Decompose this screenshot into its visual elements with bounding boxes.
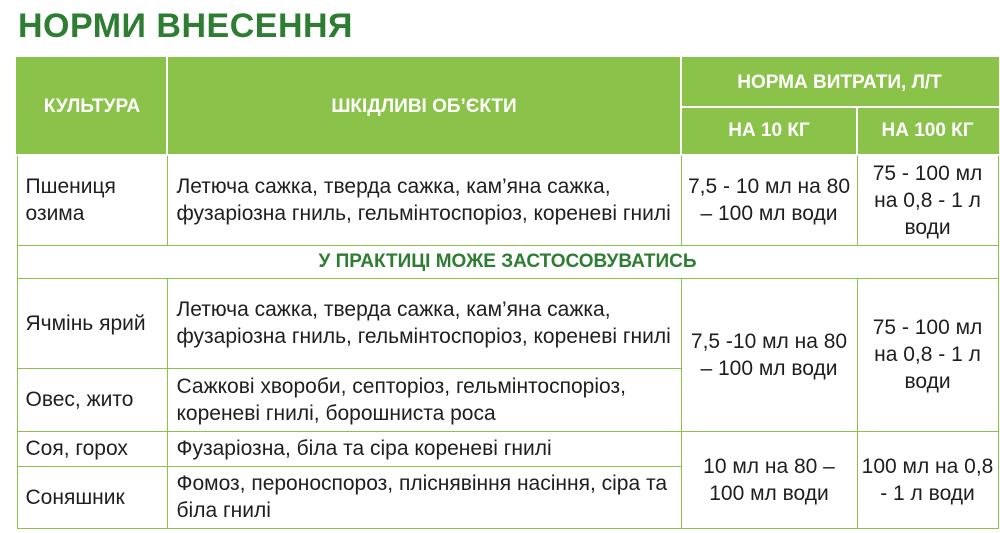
rate-per-100kg: 100 мл на 0,8 - 1 л води	[857, 431, 998, 528]
rate-per-10kg: 7,5 -10 мл на 80 – 100 мл води	[681, 278, 857, 431]
rate-per-10kg: 10 мл на 80 – 100 мл води	[681, 431, 857, 528]
header-crop: КУЛЬТУРА	[17, 58, 167, 155]
practice-label: У ПРАКТИЦІ МОЖЕ ЗАСТОСОВУВАТИСЬ	[17, 245, 998, 278]
header-pests: ШКІДЛИВІ ОБ’ЄКТИ	[167, 58, 681, 155]
practice-row	[17, 245, 998, 278]
pests-cell: Фомоз, пероноспороз, пліснявіння насіння, сіра та біла гнилі	[167, 466, 681, 528]
header-per-100kg: НА 100 КГ	[857, 107, 998, 155]
pests-cell: Фузаріозна, біла та сіра кореневі гнилі	[167, 431, 681, 466]
crop-cell: Овес, жито	[17, 368, 167, 431]
pests-cell: Летюча сажка, тверда сажка, кам’яна сажка, фузаріозна гниль, гельмінтоспоріоз, кореневі гнилі	[167, 155, 681, 245]
table-row	[17, 155, 998, 245]
header-norm: НОРМА ВИТРАТИ, Л/Т	[681, 58, 998, 107]
header-row	[17, 58, 998, 107]
table-row	[17, 278, 998, 368]
rate-per-10kg: 7,5 - 10 мл на 80 – 100 мл води	[681, 155, 857, 245]
crop-cell: Пшениця озима	[17, 155, 167, 245]
pests-cell: Сажкові хвороби, септоріоз, гельмінтоспоріоз, кореневі гнилі, борошниста роса	[167, 368, 681, 431]
rate-per-100kg: 75 - 100 мл на 0,8 - 1 л води	[857, 155, 998, 245]
crop-cell: Соя, горох	[17, 431, 167, 466]
application-rates-table	[16, 57, 999, 529]
crop-cell: Соняшник	[17, 466, 167, 528]
table-row	[17, 431, 998, 466]
header-per-10kg: НА 10 КГ	[681, 107, 857, 155]
page-title: НОРМИ ВНЕСЕННЯ	[18, 7, 353, 45]
rate-per-100kg: 75 - 100 мл на 0,8 - 1 л води	[857, 278, 998, 431]
pests-cell: Летюча сажка, тверда сажка, кам’яна сажка, фузаріозна гниль, гельмінтоспоріоз, кореневі гнилі	[167, 278, 681, 368]
crop-cell: Ячмінь ярий	[17, 278, 167, 368]
